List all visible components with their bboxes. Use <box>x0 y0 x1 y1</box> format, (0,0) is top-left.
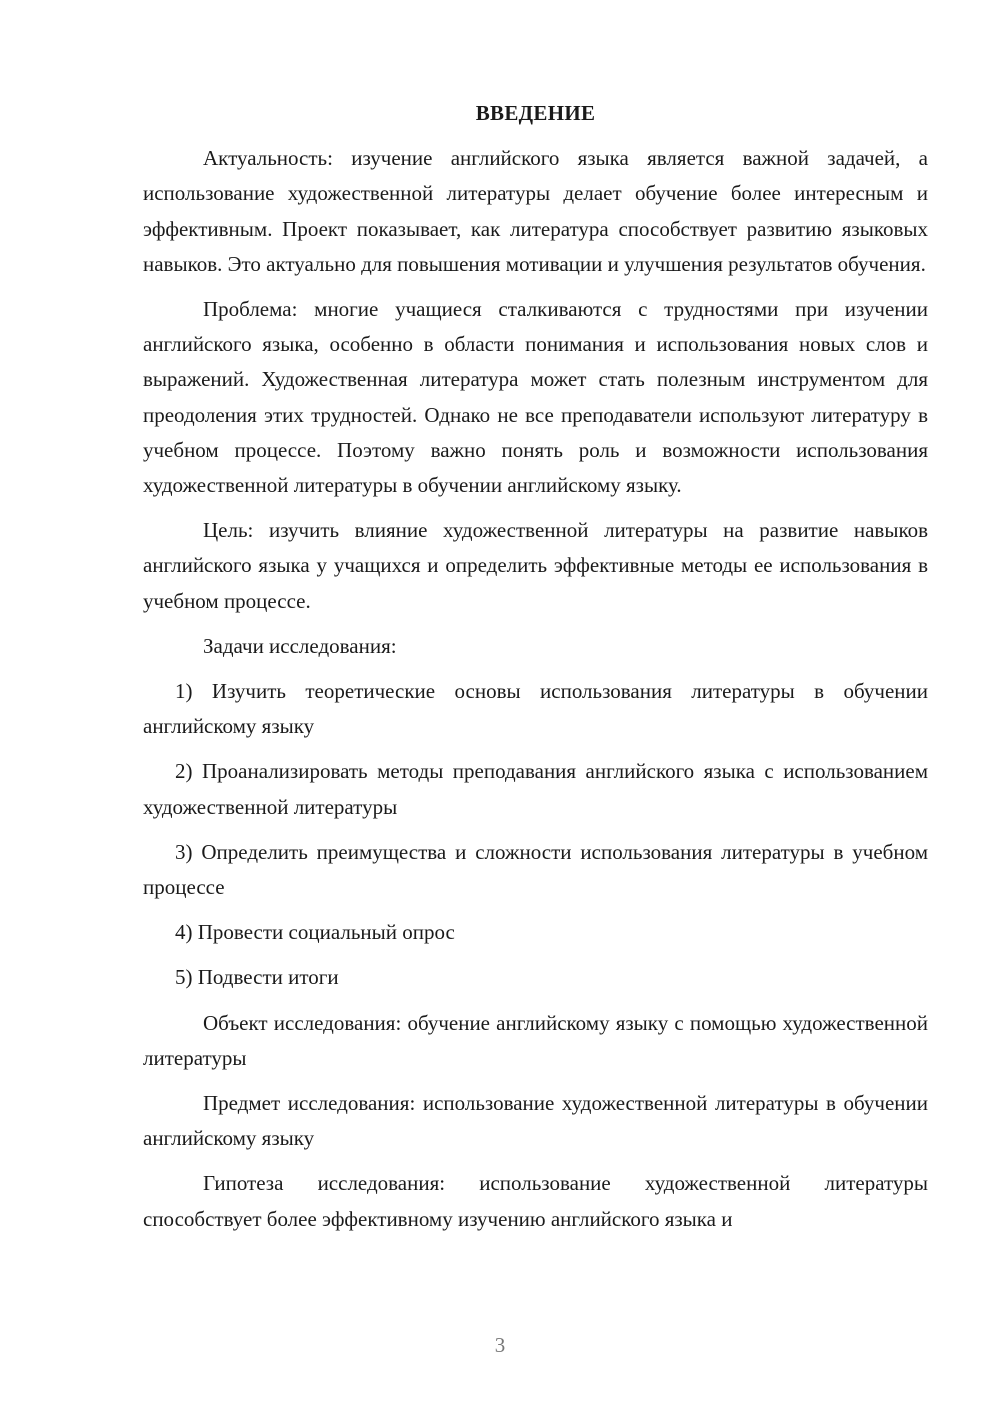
page-number: 3 <box>494 1333 506 1357</box>
tasks-heading: Задачи исследования: <box>203 633 397 658</box>
section-title: ВВЕДЕНИЕ <box>475 101 596 125</box>
list-item: 2) Проанализировать методы преподавания английского языка с использованием художественной литературы <box>143 759 928 819</box>
goal-paragraph: Цель: изучить влияние художественной литературы на развитие навыков английского языка у учащихся и определить эффективные методы ее использования в учебном процессе. <box>143 518 928 613</box>
relevance-paragraph: Актуальность: изучение английского языка является важной задачей, а использование художественной литературы делает обучение более интересным и эффективным. Проект показывает, как литература способствует развитию языковых навыков. Это актуально для повышения мотивации и улучшения результатов обучения. <box>143 146 928 276</box>
hypothesis-paragraph: Гипотеза исследования: использование художественной литературы способствует более эффективному изучению английского языка и <box>143 1171 928 1231</box>
object-paragraph: Объект исследования: обучение английскому языку с помощью художественной литературы <box>143 1010 928 1070</box>
document-page <box>143 96 928 1247</box>
list-item: 5) Подвести итоги <box>175 965 339 990</box>
problem-paragraph: Проблема: многие учащиеся сталкиваются с трудностями при изучении английского языка, особенно в области понимания и использования новых слов и выражений. Художественная литература может стать полезным инструментом для преодоления этих трудностей. Однако не все преподаватели используют литературу в учебном процессе. Поэтому важно понять роль и возможности использования художественной литературы в обучении английскому языку. <box>143 297 928 498</box>
list-item: 4) Провести социальный опрос <box>175 920 455 945</box>
list-item: 1) Изучить теоретические основы использования литературы в обучении английскому языку <box>143 679 928 739</box>
tasks-list <box>143 674 928 996</box>
subject-paragraph: Предмет исследования: использование художественной литературы в обучении английскому языку <box>143 1091 928 1151</box>
list-item: 3) Определить преимущества и сложности использования литературы в учебном процессе <box>143 839 928 900</box>
